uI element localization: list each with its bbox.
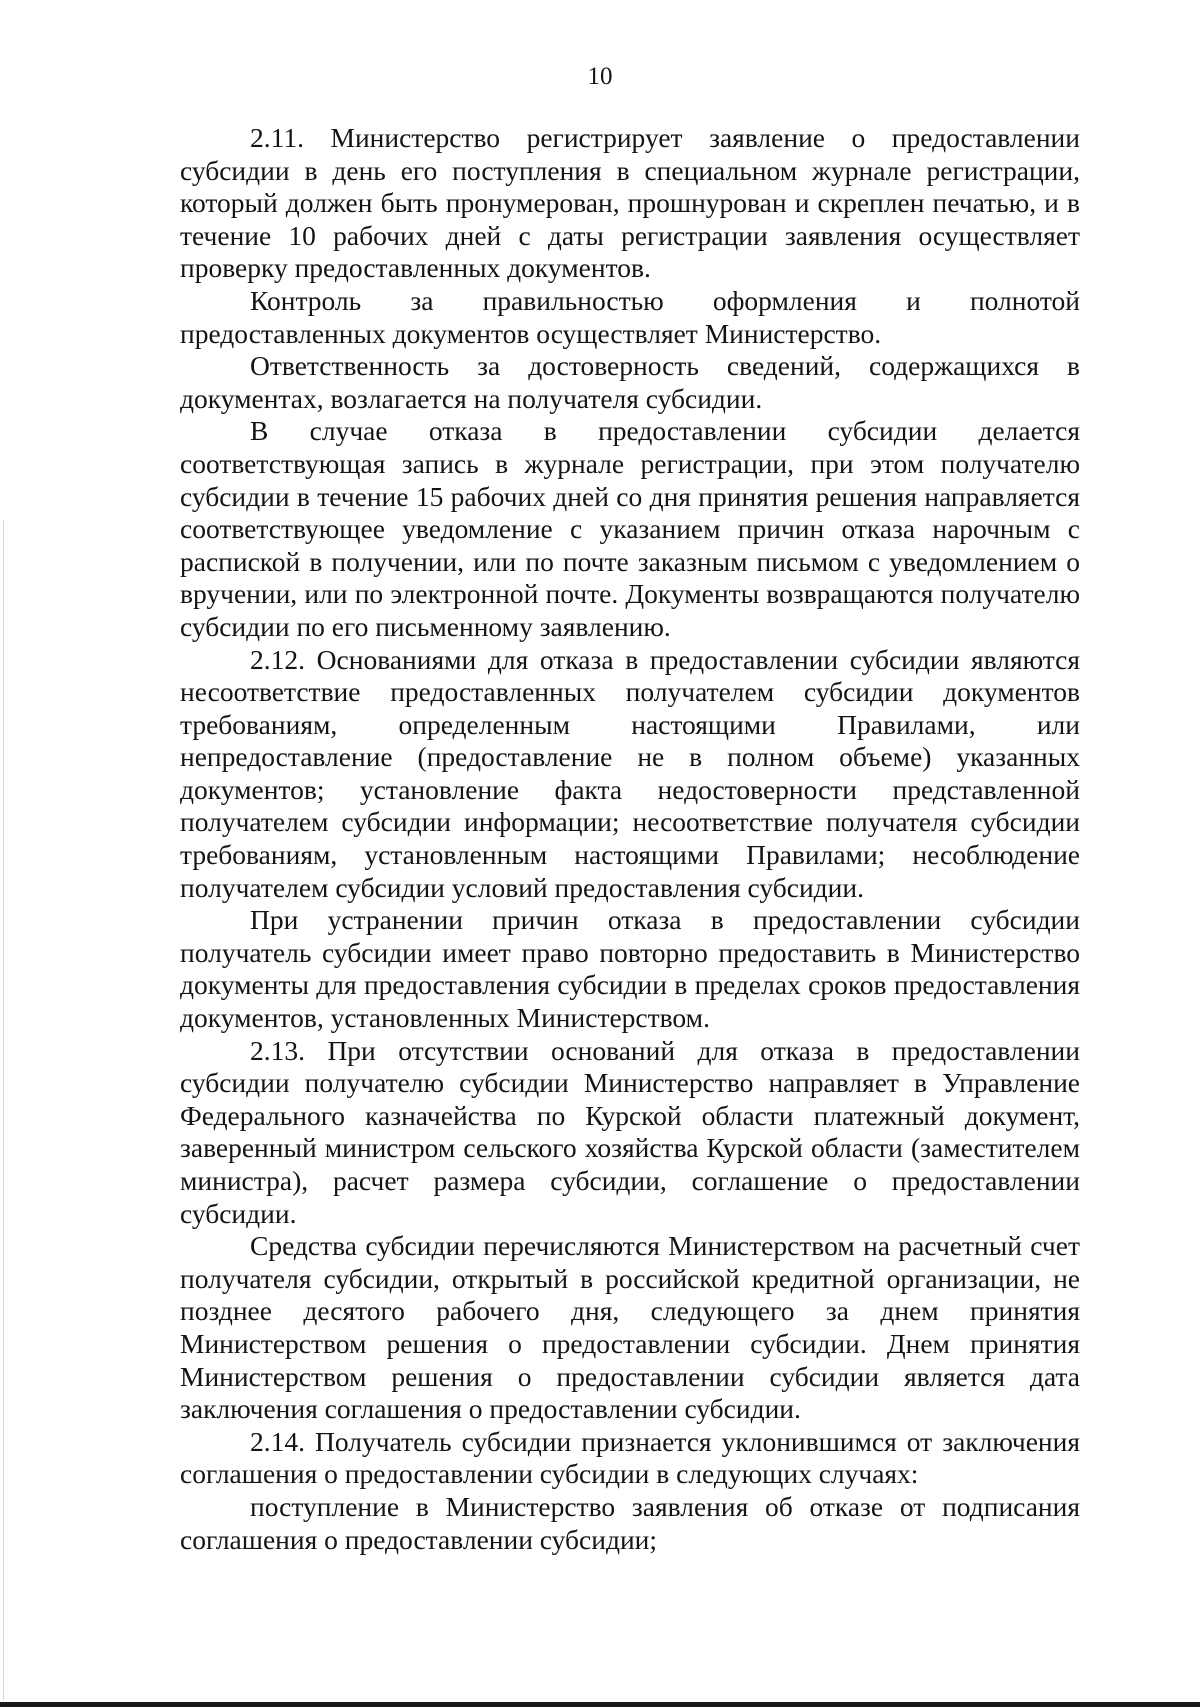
page-number: 10 [587, 63, 613, 90]
paragraph-transfer: Средства субсидии перечисляются Министерством на расчетный счет получателя субсидии, открытый в российской кредитной организации, не позднее десятого рабочего дня, следующего за днем принятия Министерством решения о предоставлении субсидии. Днем принятия Министерством решения о предоставлении субсидии является дата заключения соглашения о предоставлении субсидии. [180, 1230, 1080, 1425]
paragraph-2-13: 2.13. При отсутствии оснований для отказа в предоставлении субсидии получателю субсидии Министерство направляет в Управление Федерального казначейства по Курской области платежный документ, заверенный министром сельского хозяйства Курской области (заместителем министра), расчет размера субсидии, соглашение о предоставлении субсидии. [180, 1034, 1080, 1229]
paragraph-responsibility: Ответственность за достоверность сведений, содержащихся в документах, возлагается на получателя субсидии. [180, 350, 1080, 414]
scan-bottom-border [0, 1702, 1200, 1707]
paragraph-2-11: 2.11. Министерство регистрирует заявление о предоставлении субсидии в день его поступления в специальном журнале регистрации, который должен быть пронумерован, прошнурован и скреплен печатью, и в течение 10 рабочих дней с даты регистрации заявления осуществляет проверку предоставленных документов. [180, 122, 1080, 284]
paragraph-control: Контроль за правильностью оформления и полнотой предоставленных документов осуществляет Министерство. [180, 284, 1080, 349]
paragraph-2-12: 2.12. Основаниями для отказа в предоставлении субсидии являются несоответствие предоставленных получателем субсидии документов требованиям, определенным настоящими Правилами, или непредоставление (предоставление не в полном объеме) указанных документов; установление факта недостоверности представленной получателем субсидии информации; несоответствие получателя субсидии требованиям, установленным настоящими Правилами; несоблюдение получателем субсидии условий предоставления субсидии. [180, 643, 1080, 903]
document-body [180, 122, 1080, 1556]
paragraph-2-14: 2.14. Получатель субсидии признается уклонившимся от заключения соглашения о предоставлении субсидии в следующих случаях: [180, 1425, 1080, 1490]
paragraph-refusal-notice: В случае отказа в предоставлении субсидии делается соответствующая запись в журнале регистрации, при этом получателю субсидии в течение 15 рабочих дней со дня принятия решения направляется соответствующее уведомление с указанием причин отказа нарочным с распиской в получении, или по почте заказным письмом с уведомлением о вручении, или по электронной почте. Документы возвращаются получателю субсидии по его письменному заявлению. [180, 415, 1080, 642]
paragraph-resubmission: При устранении причин отказа в предоставлении субсидии получатель субсидии имеет право повторно предоставить в Министерство документы для предоставления субсидии в пределах сроков предоставления документов, установленных Министерством. [180, 904, 1080, 1034]
paragraph-case-refusal: поступление в Министерство заявления об отказе от подписания соглашения о предоставлении субсидии; [180, 1490, 1080, 1555]
scan-edge-line [3, 520, 4, 1700]
